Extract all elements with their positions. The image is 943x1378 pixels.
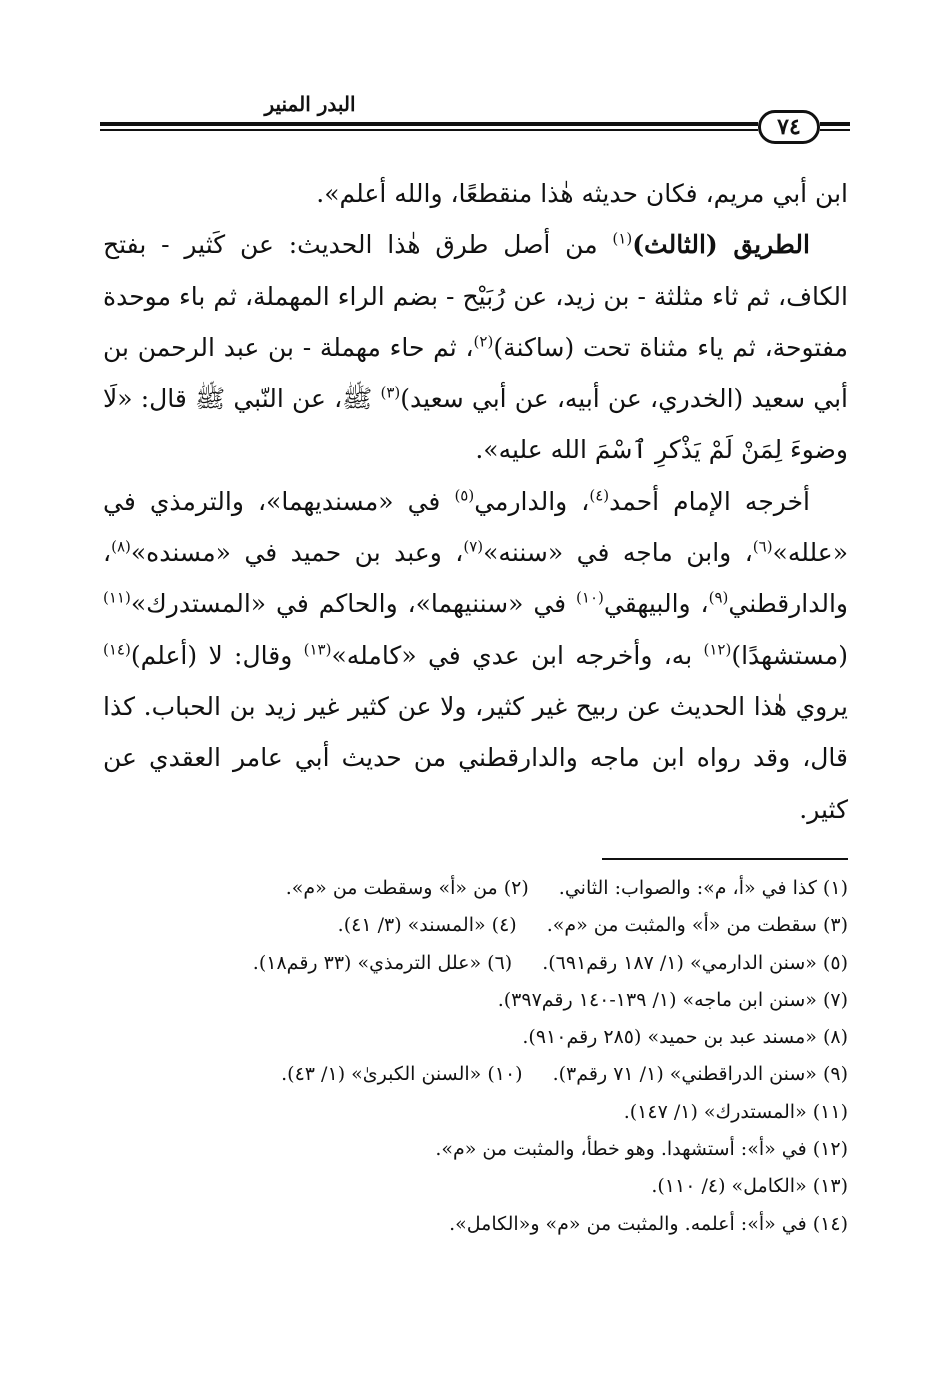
footnote-ref: (١١)	[103, 589, 131, 608]
footnote-14: (١٤) في «أ»: أعلمه. والمثبت من «م» و«الكامل».	[449, 1212, 848, 1235]
paragraph-text: ﷺ، عن النّبي ﷺ قال: «لَا وضوءَ لِمَنْ لَمْ يَذْكرِ ٱسْمَ الله عليه».	[103, 384, 848, 465]
footnote-12: (١٢) في «أ»: أستشهدا. وهو خطأ، والمثبت من «م».	[435, 1138, 848, 1161]
paragraph-text: في «سننيهما»، والحاكم في «المستدرك»	[130, 589, 577, 619]
header-rule-end	[820, 122, 850, 126]
footnote-ref: (١)	[612, 229, 633, 248]
footnote-7: (٧) «سنن ابن ماجه» (١/ ١٣٩-١٤٠ رقم٣٩٧).	[497, 988, 848, 1011]
paragraph-text: في «مسنديهما»، والترمذي في «علله»	[103, 486, 849, 568]
paragraph-text: ، ثم حاء مهملة - بن عبد الرحمن بن أبي سعيد (الخدري، عن أبيه، عن أبي سعيد)	[103, 332, 848, 414]
page-header	[100, 92, 850, 152]
footnote-ref: (٥)	[454, 486, 475, 505]
footnote-10: (١٠) «السنن الكبرىٰ» (١/ ٤٣).	[281, 1063, 523, 1086]
footnote-8: (٨) «مسند عبد بن حميد» (٢٨٥ رقم٩١٠).	[522, 1026, 848, 1049]
footnote-2: (٢) من «أ» وسقطت من «م».	[285, 877, 529, 899]
paragraph-text: ، وعبد بن حميد في «مسنده»	[130, 538, 464, 568]
footnote-ref: (٨)	[111, 537, 131, 556]
paragraph-3	[103, 476, 848, 835]
paragraph-text: يروي هٰذا الحديث عن ربيح غير كثير، ولا عن كثير غير زيد بن الحباب. كذا قال، وقد رواه ابن ماجه والدارقطني من حديث أبي عامر العقدي عن كثير.	[103, 691, 848, 824]
paragraph-text: من أصل طرق هٰذا الحديث: عن كَثير - بفتح الكاف، ثم ثاء مثلثة - بن زيد، عن رُبَيْح - بضم الراء المهملة، ثم باء موحدة مفتوحة، ثم ياء مثناة تحت (ساكنة)	[103, 230, 848, 362]
footnote-5: (٥) «سنن الدارمي» (١/ ١٨٧ رقم٦٩١).	[542, 951, 848, 974]
footnote-6: (٦) «علل الترمذي» (٣٣ رقم١٨).	[252, 951, 513, 974]
footnote-line	[103, 1056, 848, 1093]
footnote-separator	[602, 858, 848, 860]
paragraph-1	[103, 168, 848, 219]
paragraph-text: به، وأخرجه ابن عدي في «كامله»	[331, 640, 704, 670]
paragraph-text: (مستشهدًا)	[731, 640, 848, 670]
footnote-line	[103, 1131, 848, 1168]
footnote-line	[103, 907, 848, 944]
header-rule	[100, 122, 758, 126]
footnotes	[103, 870, 848, 1243]
section-label: الطريق (الثالث)	[632, 230, 810, 260]
footnote-13: (١٣) «الكامل» (٤/ ١١٠).	[651, 1175, 848, 1198]
main-text	[103, 168, 848, 835]
footnote-ref: (١٠)	[576, 589, 604, 608]
footnote-ref: (٤)	[589, 486, 610, 505]
paragraph-text: ، وابن ماجه في «سننه»	[483, 538, 753, 568]
paragraph-2	[103, 219, 848, 475]
footnote-ref: (١٤)	[103, 640, 131, 659]
header-rule-thin	[100, 129, 758, 131]
running-title: البدر المنير	[264, 92, 356, 116]
footnote-1: (١) كذا في «أ، م»: والصواب: الثاني.	[558, 877, 848, 899]
footnote-ref: (٢)	[473, 332, 494, 351]
page-number: ٧٤	[758, 110, 820, 144]
footnote-ref: (١٣)	[303, 640, 332, 659]
footnote-line	[103, 870, 848, 907]
paragraph-text: ، والدارقطني	[103, 538, 848, 619]
footnote-line	[103, 1094, 848, 1131]
footnote-ref: (٧)	[463, 537, 484, 556]
paragraph-text: ابن أبي مريم، فكان حديثه هٰذا منقطعًا، والله أعلم».	[316, 179, 848, 208]
footnote-line	[103, 982, 848, 1019]
footnote-ref: (٣)	[380, 383, 401, 402]
footnote-ref: (٩)	[708, 589, 729, 608]
footnote-line	[103, 1206, 848, 1243]
paragraph-text: ، والبيهقي	[603, 589, 709, 619]
paragraph-text: ، والدارمي	[474, 486, 590, 516]
footnote-line	[103, 1019, 848, 1056]
footnote-line	[103, 1168, 848, 1205]
footnote-9: (٩) «سنن الدراقطني» (١/ ٧١ رقم٣).	[552, 1063, 848, 1086]
header-rule-end-thin	[820, 129, 850, 131]
paragraph-text: أخرجه الإمام أحمد	[609, 486, 810, 516]
footnote-3: (٣) سقطت من «أ» والمثبت من «م».	[546, 914, 848, 937]
paragraph-text: وقال: لا (أعلم)	[130, 640, 304, 670]
footnote-11: (١١) «المستدرك» (١/ ١٤٧).	[623, 1100, 848, 1123]
footnote-4: (٤) «المسند» (٣/ ٤١).	[337, 914, 517, 937]
footnote-ref: (٦)	[752, 537, 773, 556]
footnote-ref: (١٢)	[703, 640, 732, 659]
footnote-line	[103, 945, 848, 982]
